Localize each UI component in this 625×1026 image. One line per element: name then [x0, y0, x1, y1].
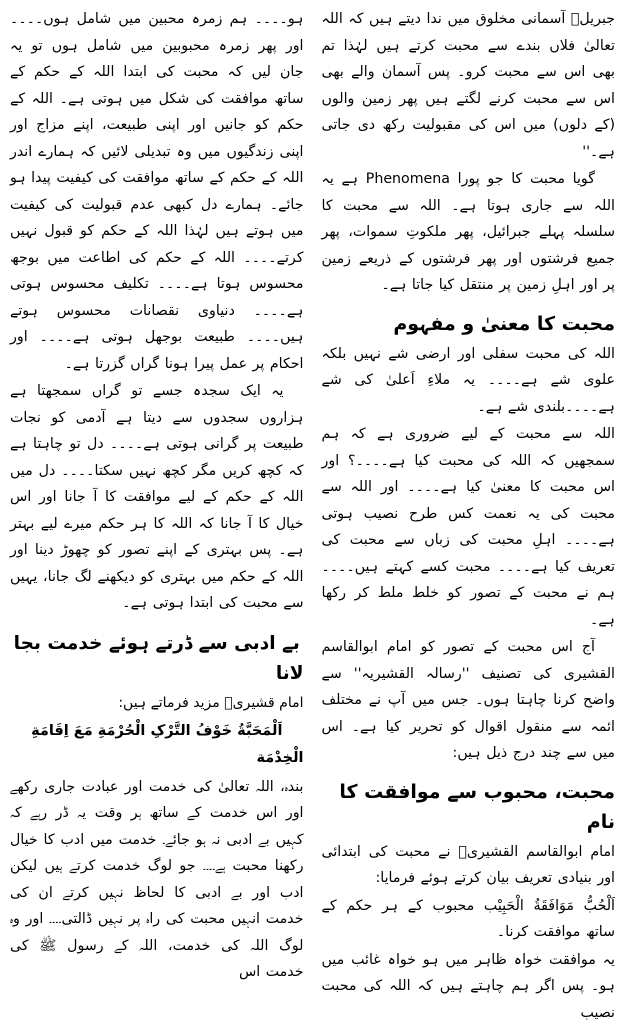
arabic-quotation: اَلْحُبُّ مَوَافَقَةُ الْحَبِیْب محبوب کے ہر حکم کے ساتھ موافقت کرنا۔ [322, 893, 616, 946]
paragraph: ہو۔۔۔۔ ہم زمرہ محبین میں شامل ہوں۔۔۔۔ اور پھر زمرہ محبوبین میں شامل ہوں تو یہ جان لیں کہ محبت کی ابتدا اللہ کے حکم کے ساتھ موافقت کی شکل میں ہوتی ہے۔ اللہ کے حکم کو جانیں اور اپنی طبیعت، اپنے مزاج اور اپنی زندگیوں میں وہ تبدیلی لائیں کہ ہمارے اندر اللہ کے حکم کے ساتھ موافقت کی کیفیت پیدا ہو جائے۔ ہمارے دل کبھی عدم قبولیت کی کیفیت میں ہوتے ہیں لہٰذا اللہ کے حکم کو قبول نہیں کرتے۔۔۔۔ اللہ کے حکم کی اطاعت میں بوجھ محسوس ہوتا ہے۔۔۔۔ تکلیف محسوس ہوتی ہے۔۔۔۔ دنیاوی نقصانات محسوس ہوتے ہیں۔۔۔۔ طبیعت بوجھل ہوتی ہے۔۔۔۔ اور احکام پر عمل پیرا ہونا گراں گزرتا ہے۔ [10, 6, 304, 377]
section-heading-agreement-with-beloved: محبت، محبوب سے موافقت کا نام [322, 777, 616, 837]
right-column [320, 6, 616, 979]
attribution-line: امام قشیریؒ مزید فرماتے ہیں: [10, 691, 304, 716]
paragraph: یہ ایک سجدہ جسے تو گراں سمجھتا ہے ہزاروں سجدوں سے دیتا ہے آدمی کو نجات طبیعت پر گرانی ہوتی ہے۔۔۔۔ دل تو چاہتا ہے کہ کچھ کریں مگر کچھ نہیں سکتا۔۔۔۔ دل میں اللہ کے حکم کے لیے موافقت کا آ جانا اور اس خیال کا آ جانا کہ اللہ کا ہر حکم میرے لیے بہتر ہے۔ پس بہتری کے اپنے تصور کو چھوڑ دینا اور اللہ کے حکم میں بہتری کو دیکھنے لگ جانا، یہیں سے محبت کی ابتدا ہوتی ہے۔ [10, 378, 304, 617]
section-heading-service-with-reverence: بے ادبی سے ڈرتے ہوئے خدمت بجا لانا [10, 629, 304, 689]
paragraph: جبریلؑ آسمانی مخلوق میں ندا دیتے ہیں کہ اللہ تعالیٰ فلاں بندے سے محبت کرتے ہیں لہٰذا تم بھی اس سے محبت کرو۔ پس آسمان والے بھی اس سے محبت کرنے لگتے ہیں پھر زمین والوں (کے دلوں) میں اس کی مقبولیت رکھ دی جاتی ہے۔'' [322, 6, 616, 165]
arabic-quotation: اَلْمَحَبَّةُ خَوْفُ التَّرْکِ الْحُرْمَةِ مَعَ اِقَامَةِ الْخِدْمَة [10, 718, 304, 772]
paragraph: گویا محبت کا جو پورا Phenomena ہے یہ اللہ سے جاری ہوتا ہے۔ اللہ سے محبت کا سلسلہ پہلے جبرائیل، پھر ملکوتِ سموات، پھر جمیع فرشتوں اور پھر فرشتوں کے ذریعے زمین پر اور اہلِ زمین پر منتقل کیا جاتا ہے۔ [322, 166, 616, 299]
paragraph: آج اس محبت کے تصور کو امام ابوالقاسم القشیری کی تصنیف ''رسالہ القشیریہ'' سے واضح کرنا چاہتا ہوں۔ جس میں آپ نے مختلف ائمہ سے منقول اقوال کو تحریر کیا ہے۔ اس میں سے چند درج ذیل ہیں: [322, 634, 616, 767]
paragraph: بندہ، اللہ تعالیٰ کی خدمت اور عبادت جاری رکھے اور اس خدمت کے ساتھ ہر وقت یہ ڈر رہے کہ کہیں بے ادبی نہ ہو جائے۔ خدمت میں ادب کا خیال رکھنا محبت ہے۔۔۔۔ جو لوگ خدمت کرتے ہیں لیکن ادب اور بے ادبی کا لحاظ نہیں کرتے ان کی خدمت انہیں محبت کی راہ پر نہیں ڈالتی۔۔۔۔ اور وہ لوگ اللہ کی خدمت، اللہ کے رسول ﷺ کی خدمت اس [10, 774, 304, 986]
paragraph: یہ موافقت خواہ ظاہر میں ہو خواہ غائب میں ہو۔ پس اگر ہم چاہتے ہیں کہ اللہ کی محبت نصیب [322, 947, 616, 1026]
section-heading-meaning-of-love: محبت کا معنیٰ و مفہوم [322, 309, 616, 339]
left-column [10, 6, 306, 979]
paragraph: امام ابوالقاسم القشیریؒ نے محبت کی ابتدائی اور بنیادی تعریف بیان کرتے ہوئے فرمایا: [322, 839, 616, 892]
paragraph: اللہ سے محبت کے لیے ضروری ہے کہ ہم سمجھیں کہ اللہ کی محبت کیا ہے۔۔۔۔؟ اور اس محبت کا معنیٰ کیا ہے۔۔۔۔ اور اللہ سے محبت کی یہ نعمت کس طرح نصیب ہوتی ہے۔۔۔۔ اہلِ محبت کی زباں سے محبت کی تعریف کیا ہے۔۔۔۔ محبت کسے کہتے ہیں۔۔۔۔ ہم نے محبت کے تصور کو خلط ملط کر رکھا ہے۔ [322, 421, 616, 633]
paragraph: اللہ کی محبت سفلی اور ارضی شے نہیں بلکہ علوی شے ہے۔۔۔۔ یہ ملاءِ اَعلیٰ کی شے ہے۔۔۔۔بلندی شے ہے۔ [322, 341, 616, 421]
